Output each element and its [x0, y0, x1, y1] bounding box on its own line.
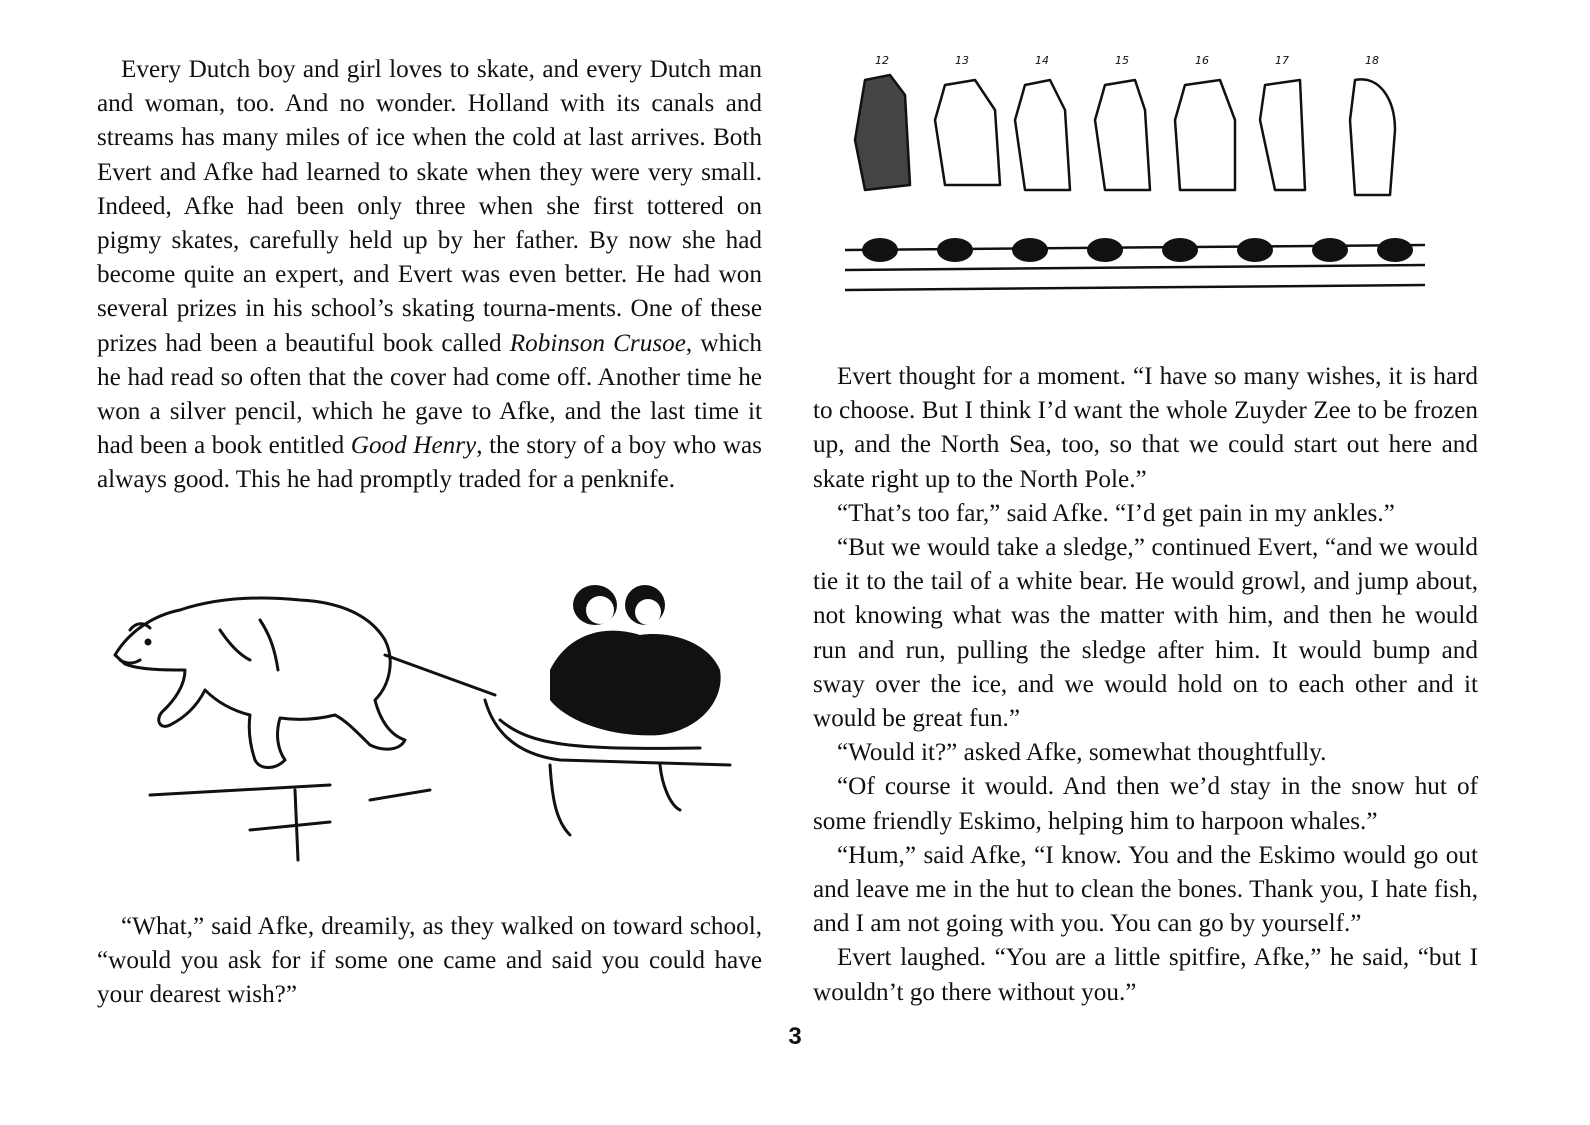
- left-column-top: [97, 53, 762, 498]
- para-text: , which he had read so often that the cover had come off. Another time he won a silver pencil, which he gave to Afke, and the last time it had been a book entitled: [97, 329, 762, 460]
- paragraph: “Of course it would. And then we’d stay in the snow hut of some friendly Eskimo, helping him to harpoon whales.”: [813, 773, 1478, 835]
- paragraph: “But we would take a sledge,” continued Evert, “and we would tie it to the tail of a white bear. He would growl, and jump about, not knowing what was the matter with him, and then he would run and run, pulling the sledge after him. It would bump and sway over the ice, and we would hold on to each other and it would be great fun.”: [813, 534, 1478, 733]
- book-title-good-henry: Good Henry: [350, 432, 477, 460]
- page-number: 3: [788, 1023, 802, 1050]
- para-text: Every Dutch boy and girl loves to skate, and every Dutch man and woman, too. And no wonder. Holland with its canals and streams has many miles of ice when the cold at last arrives. Both Evert and Afke had learned to skate when they were very small. Indeed, Afke had been only three when she first tottered on pigmy skates, carefully held up by her father. By now she had become quite an expert, and Evert was even better. He had won several prizes in his school’s skating tourna-ments. One of these prizes had been a beautiful book called: [97, 56, 762, 357]
- paragraph: “Hum,” said Afke, “I know. You and the Eskimo would go out and leave me in the hut to clean the bones. Thank you, I hate fish, and I am not going with you. You can go by yourself.”: [813, 841, 1478, 938]
- book-title-robinson-crusoe: Robinson Crusoe: [509, 329, 686, 357]
- paragraph: Evert thought for a moment. “I have so many wishes, it is hard to choose. But I think I’d want the whole Zuyder Zee to be frozen up, and the North Sea, too, so that we could start out here and skate right up to the North Pole.”: [813, 363, 1478, 493]
- coat-number: 18: [1365, 54, 1379, 67]
- coat-number: 17: [1275, 54, 1289, 67]
- right-column: [813, 360, 1478, 1010]
- coats-skates-illustration: [835, 50, 1445, 310]
- coat-number: 15: [1115, 54, 1129, 67]
- paragraph: “That’s too far,” said Afke. “I’d get pain in my ankles.”: [837, 499, 1395, 527]
- coat-number: 16: [1195, 54, 1209, 67]
- paragraph-dearest-wish: “What,” said Afke, dreamily, as they walked on toward school, “would you ask for if some one came and said you could have your dearest wish?”: [97, 913, 762, 1009]
- paragraph: Evert laughed. “You are a little spitfire, Afke,” he said, “but I wouldn’t go there without you.”: [813, 944, 1478, 1006]
- paragraph: “Would it?” asked Afke, somewhat thoughtfully.: [837, 739, 1327, 767]
- coat-number: 14: [1035, 54, 1049, 67]
- para-text: , the story of a boy who was always good. This he had promptly traded for a penknife.: [97, 432, 762, 494]
- bear-sledge-illustration: [100, 560, 770, 880]
- coat-number: 13: [955, 54, 969, 67]
- paragraph-skating: [97, 53, 762, 498]
- left-column-bottom: [97, 910, 762, 1013]
- coat-number: 12: [875, 54, 889, 67]
